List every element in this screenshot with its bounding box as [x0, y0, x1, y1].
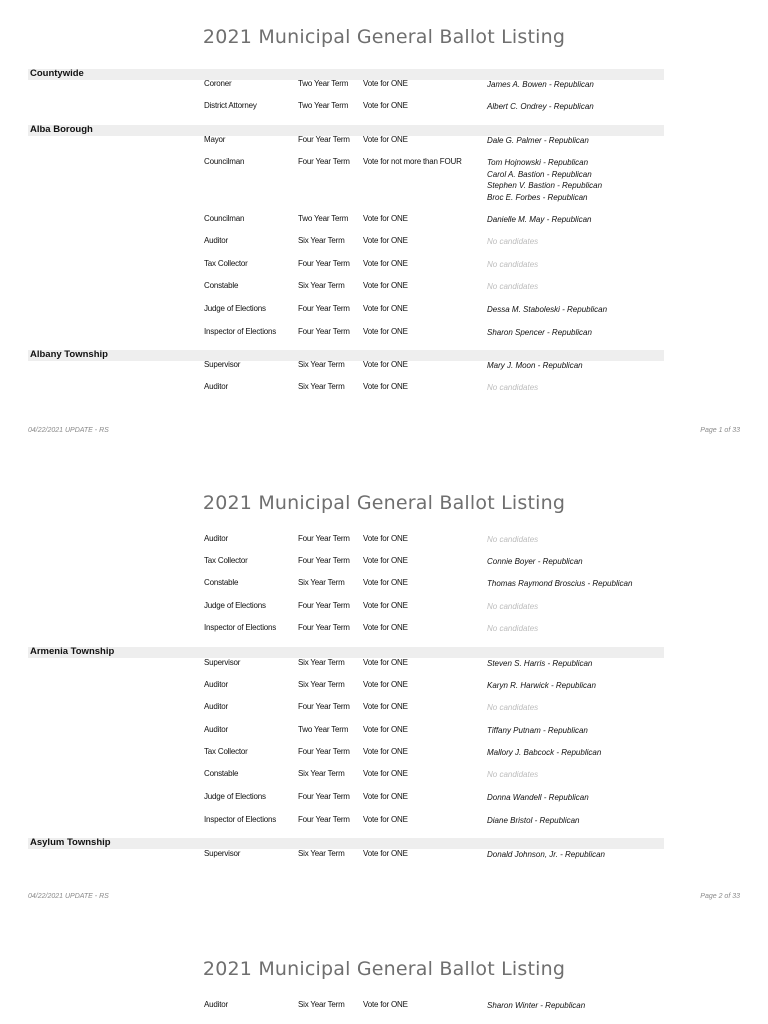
update-note: 04/22/2021 UPDATE - RS: [28, 893, 109, 900]
candidate-list: [487, 702, 538, 714]
office-name: Constable: [204, 769, 239, 778]
vote-instruction: Vote for ONE: [363, 304, 408, 313]
candidate-list: [487, 601, 538, 613]
ballot-page-2: [0, 466, 768, 932]
candidate-list: [487, 725, 588, 737]
candidate: Tiffany Putnam - Republican: [487, 726, 588, 735]
term-length: Two Year Term: [298, 79, 349, 88]
vote-instruction: Vote for ONE: [363, 792, 408, 801]
candidate-list: [487, 135, 589, 147]
vote-instruction: Vote for ONE: [363, 281, 408, 290]
office-name: Constable: [204, 281, 239, 290]
office-name: Auditor: [204, 534, 228, 543]
vote-instruction: Vote for ONE: [363, 236, 408, 245]
candidate: Karyn R. Harwick - Republican: [487, 681, 596, 690]
office-name: Supervisor: [204, 360, 241, 369]
no-candidates-note: No candidates: [487, 282, 539, 291]
section-label: Alba Borough: [30, 124, 93, 135]
term-length: Two Year Term: [298, 214, 349, 223]
candidate: Albert C. Ondrey - Republican: [487, 102, 594, 111]
candidate-list: [487, 849, 605, 861]
office-name: Tax Collector: [204, 556, 248, 565]
vote-instruction: Vote for ONE: [363, 534, 408, 543]
office-name: Judge of Elections: [204, 792, 266, 801]
candidate-list: [487, 534, 538, 546]
vote-instruction: Vote for ONE: [363, 214, 408, 223]
office-name: Supervisor: [204, 849, 241, 858]
term-length: Six Year Term: [298, 769, 345, 778]
ballot-page-1: [0, 0, 768, 466]
candidate: Sharon Winter - Republican: [487, 1001, 586, 1010]
office-name: Auditor: [204, 236, 228, 245]
term-length: Four Year Term: [298, 815, 350, 824]
candidate: Mary J. Moon - Republican: [487, 361, 583, 370]
term-length: Two Year Term: [298, 725, 349, 734]
candidate: Carol A. Bastion - Republican: [487, 169, 592, 179]
candidate-list: [487, 304, 607, 316]
vote-instruction: Vote for ONE: [363, 259, 408, 268]
vote-instruction: Vote for ONE: [363, 623, 408, 632]
candidate: Stephen V. Bastion - Republican: [487, 181, 603, 190]
no-candidates-note: No candidates: [487, 383, 539, 392]
office-name: Supervisor: [204, 658, 241, 667]
no-candidates-note: No candidates: [487, 237, 539, 246]
candidate-list: [487, 556, 583, 568]
vote-instruction: Vote for ONE: [363, 578, 408, 587]
term-length: Six Year Term: [298, 382, 345, 391]
candidate: Danielle M. May - Republican: [487, 215, 592, 224]
candidate-list: [487, 1000, 585, 1012]
office-name: Judge of Elections: [204, 601, 266, 610]
term-length: Four Year Term: [298, 623, 350, 632]
candidate-list: [487, 327, 592, 339]
term-length: Four Year Term: [298, 304, 350, 313]
office-name: Tax Collector: [204, 259, 248, 268]
no-candidates-note: No candidates: [487, 703, 539, 712]
office-name: Auditor: [204, 702, 228, 711]
vote-instruction: Vote for ONE: [363, 680, 408, 689]
term-length: Four Year Term: [298, 534, 350, 543]
candidate-list: [487, 281, 538, 293]
candidate: Donald Johnson, Jr. - Republican: [487, 850, 605, 859]
office-name: Councilman: [204, 157, 245, 166]
term-length: Four Year Term: [298, 259, 350, 268]
candidate-list: [487, 658, 592, 670]
no-candidates-note: No candidates: [487, 624, 539, 633]
page-title: 2021 Municipal General Ballot Listing: [202, 958, 566, 980]
candidate-list: [487, 792, 589, 804]
term-length: Four Year Term: [298, 327, 350, 336]
vote-instruction: Vote for ONE: [363, 601, 408, 610]
term-length: Six Year Term: [298, 281, 345, 290]
term-length: Four Year Term: [298, 556, 350, 565]
page-number: Page 2 of 33: [700, 893, 740, 900]
candidate-list: [487, 815, 580, 827]
office-name: Inspector of Elections: [204, 327, 277, 336]
candidate-list: [487, 769, 538, 781]
vote-instruction: Vote for ONE: [363, 327, 408, 336]
update-note: 04/22/2021 UPDATE - RS: [28, 427, 109, 434]
term-length: Six Year Term: [298, 360, 345, 369]
vote-instruction: Vote for ONE: [363, 135, 408, 144]
candidate: Connie Boyer - Republican: [487, 557, 583, 566]
section-header-asylum-township: [28, 838, 664, 849]
term-length: Six Year Term: [298, 658, 345, 667]
candidate-list: [487, 236, 538, 248]
vote-instruction: Vote for ONE: [363, 556, 408, 565]
vote-instruction: Vote for ONE: [363, 79, 408, 88]
no-candidates-note: No candidates: [487, 602, 539, 611]
office-name: District Attorney: [204, 101, 257, 110]
vote-instruction: Vote for ONE: [363, 360, 408, 369]
term-length: Four Year Term: [298, 747, 350, 756]
candidate-list: [487, 79, 594, 91]
candidate-list: [487, 214, 592, 226]
office-name: Councilman: [204, 214, 245, 223]
candidate-list: [487, 259, 538, 271]
candidate: James A. Bowen - Republican: [487, 80, 594, 89]
candidate-list: [487, 157, 602, 203]
candidate: Dessa M. Staboleski - Republican: [487, 305, 608, 314]
no-candidates-note: No candidates: [487, 770, 539, 779]
candidate: Diane Bristol - Republican: [487, 816, 580, 825]
term-length: Two Year Term: [298, 101, 349, 110]
office-name: Auditor: [204, 725, 228, 734]
term-length: Six Year Term: [298, 849, 345, 858]
vote-instruction: Vote for ONE: [363, 1000, 408, 1009]
page-title: 2021 Municipal General Ballot Listing: [202, 492, 566, 514]
vote-instruction: Vote for ONE: [363, 849, 408, 858]
office-name: Auditor: [204, 680, 228, 689]
candidate-list: [487, 382, 538, 394]
candidate: Thomas Raymond Broscius - Republican: [487, 579, 633, 588]
vote-instruction: Vote for ONE: [363, 658, 408, 667]
office-name: Judge of Elections: [204, 304, 266, 313]
section-label: Albany Township: [30, 349, 108, 360]
office-name: Coroner: [204, 79, 232, 88]
candidate-list: [487, 747, 601, 759]
candidate-list: [487, 623, 538, 635]
vote-instruction: Vote for ONE: [363, 769, 408, 778]
page-number: Page 1 of 33: [700, 427, 740, 434]
term-length: Six Year Term: [298, 1000, 345, 1009]
term-length: Four Year Term: [298, 601, 350, 610]
candidate-list: [487, 680, 596, 692]
candidate-list: [487, 101, 594, 113]
candidate: Mallory J. Babcock - Republican: [487, 748, 602, 757]
office-name: Inspector of Elections: [204, 815, 277, 824]
candidate-list: [487, 360, 583, 372]
term-length: Four Year Term: [298, 792, 350, 801]
office-name: Tax Collector: [204, 747, 248, 756]
candidate: Sharon Spencer - Republican: [487, 328, 592, 337]
vote-instruction: Vote for not more than FOUR: [363, 157, 462, 166]
section-header-armenia-township: [28, 647, 664, 658]
office-name: Constable: [204, 578, 239, 587]
no-candidates-note: No candidates: [487, 535, 539, 544]
candidate: Steven S. Harris - Republican: [487, 659, 593, 668]
vote-instruction: Vote for ONE: [363, 101, 408, 110]
term-length: Six Year Term: [298, 680, 345, 689]
term-length: Four Year Term: [298, 157, 350, 166]
candidate-list: [487, 578, 632, 590]
candidate: Dale G. Palmer - Republican: [487, 136, 589, 145]
candidate: Tom Hojnowski - Republican: [487, 158, 589, 167]
vote-instruction: Vote for ONE: [363, 702, 408, 711]
vote-instruction: Vote for ONE: [363, 382, 408, 391]
section-label: Countywide: [30, 68, 84, 79]
vote-instruction: Vote for ONE: [363, 747, 408, 756]
term-length: Six Year Term: [298, 578, 345, 587]
term-length: Four Year Term: [298, 702, 350, 711]
office-name: Auditor: [204, 382, 228, 391]
no-candidates-note: No candidates: [487, 260, 539, 269]
candidate: Broc E. Forbes - Republican: [487, 192, 588, 202]
office-name: Auditor: [204, 1000, 228, 1009]
vote-instruction: Vote for ONE: [363, 815, 408, 824]
section-label: Armenia Township: [30, 646, 115, 657]
candidate: Donna Wandell - Republican: [487, 793, 589, 802]
vote-instruction: Vote for ONE: [363, 725, 408, 734]
office-name: Mayor: [204, 135, 226, 144]
term-length: Four Year Term: [298, 135, 350, 144]
office-name: Inspector of Elections: [204, 623, 277, 632]
section-label: Asylum Township: [30, 837, 111, 848]
term-length: Six Year Term: [298, 236, 345, 245]
page-title: 2021 Municipal General Ballot Listing: [202, 26, 566, 48]
ballot-page-3: [0, 932, 768, 1024]
